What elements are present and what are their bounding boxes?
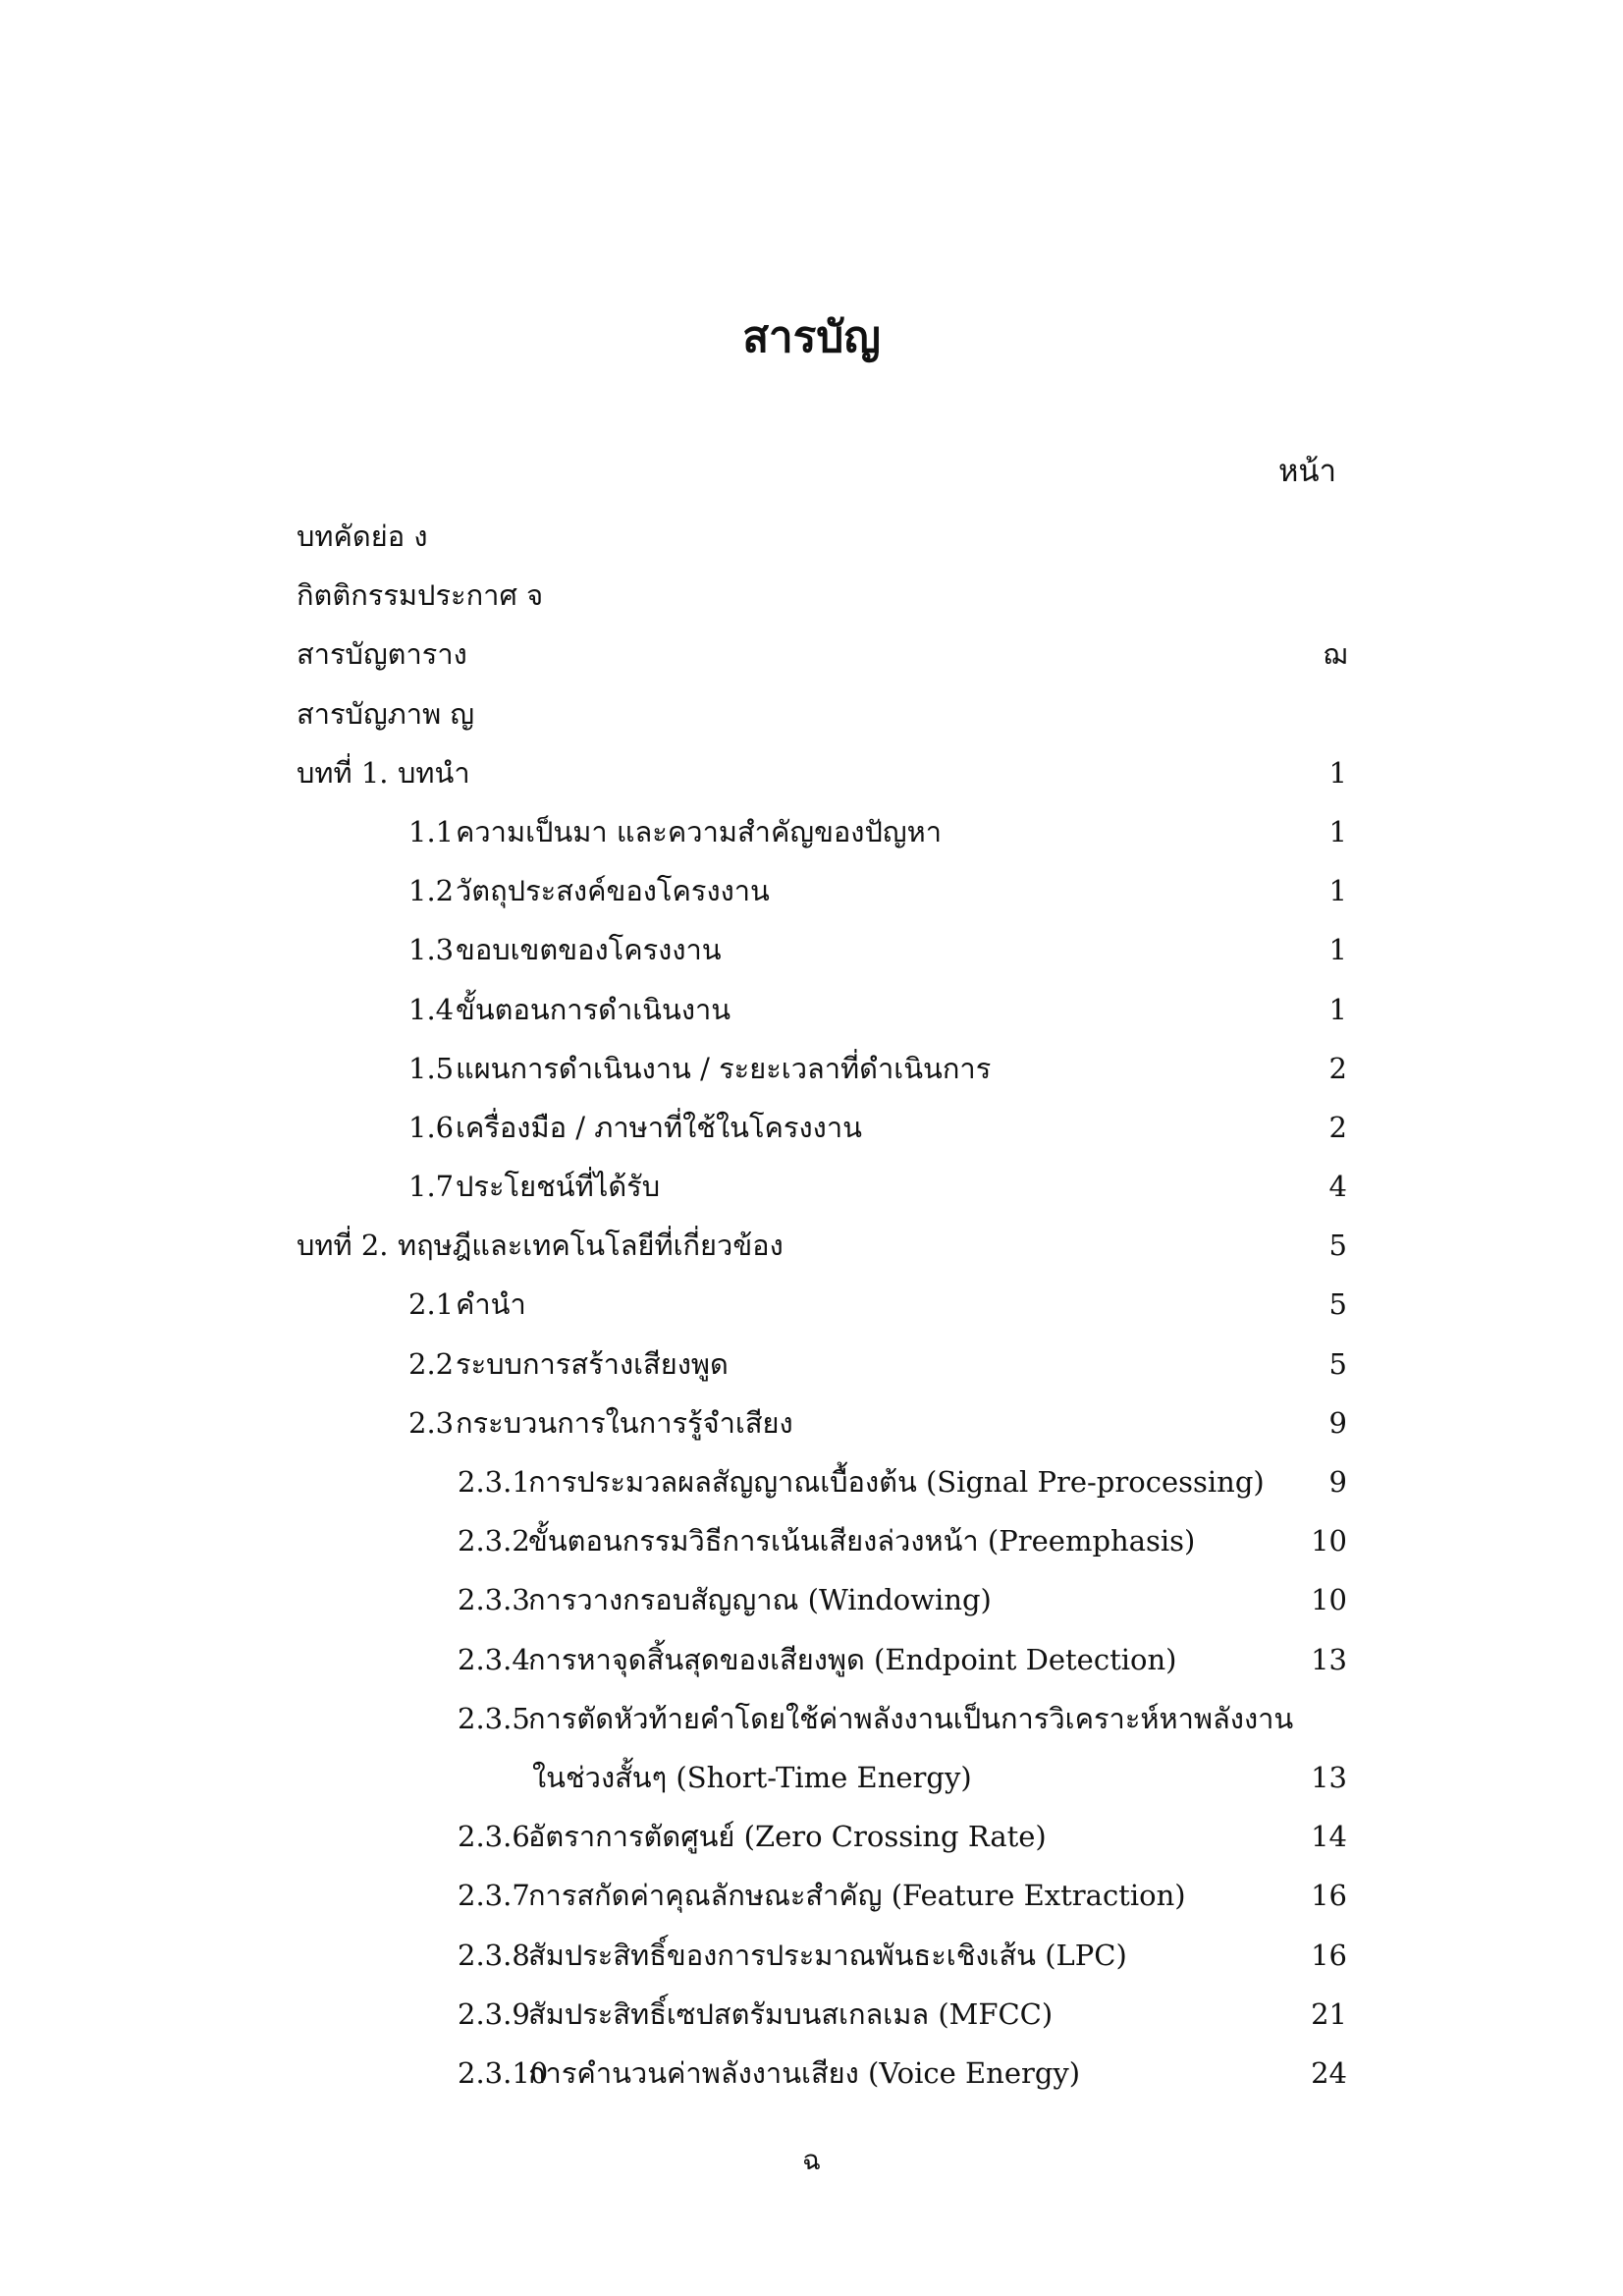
toc-entry-title: ขั้นตอนกรรมวิธีการเน้นเสียงล่วงหน้า (Preemphasis) bbox=[528, 1524, 1196, 1558]
toc-entry bbox=[0, 804, 1623, 863]
toc-entry-title: บทคัดย่อ ง bbox=[297, 519, 428, 553]
toc-entry-title: สารบัญภาพ ญ bbox=[297, 696, 475, 731]
toc-entry bbox=[0, 627, 1623, 685]
toc-entry-page: 16 bbox=[1311, 1879, 1347, 1913]
toc-entry bbox=[0, 745, 1623, 804]
toc-entry-page: 24 bbox=[1311, 2055, 1347, 2090]
toc-entry bbox=[0, 1928, 1623, 1987]
toc-entry-page: 1 bbox=[1328, 992, 1347, 1026]
toc-entry-number: 1.2 bbox=[408, 874, 455, 908]
toc-entry-number: 2.3.5 bbox=[458, 1701, 530, 1735]
toc-entry-page: 1 bbox=[1328, 874, 1347, 908]
toc-entry-number: 2.3.6 bbox=[458, 1820, 530, 1854]
toc-entry-title: สารบัญตาราง bbox=[297, 637, 467, 672]
toc-entry-page: 5 bbox=[1328, 1287, 1347, 1322]
toc-entry bbox=[0, 1572, 1623, 1631]
toc-entry-number: 2.3.4 bbox=[458, 1642, 530, 1676]
toc-entry-title: กระบวนการในการรู้จำเสียง bbox=[456, 1405, 793, 1440]
toc-entry bbox=[0, 1218, 1623, 1277]
toc-entry-page: 5 bbox=[1328, 1229, 1347, 1263]
toc-entry-number: 1.7 bbox=[408, 1170, 455, 1204]
toc-entry-number: 2.3.10 bbox=[458, 2055, 549, 2090]
toc-entry-page: 1 bbox=[1328, 814, 1347, 848]
toc-entry-title: ทฤษฎีและเทคโนโลยีที่เกี่ยวข้อง bbox=[398, 1229, 784, 1263]
toc-entry bbox=[0, 1987, 1623, 2046]
toc-entry-page: 21 bbox=[1311, 1996, 1347, 2031]
toc-entry bbox=[0, 509, 1623, 568]
toc-entry-page: 9 bbox=[1328, 1405, 1347, 1440]
toc-entry-title: ขอบเขตของโครงงาน bbox=[456, 933, 722, 967]
toc-entry-title: ขั้นตอนการดำเนินงาน bbox=[456, 992, 731, 1026]
toc-entry bbox=[0, 1337, 1623, 1395]
toc-entry-number: 1.3 bbox=[408, 933, 455, 967]
toc-entry bbox=[0, 1041, 1623, 1100]
toc-entry bbox=[0, 1277, 1623, 1336]
toc-entry-page: ฌ bbox=[1323, 637, 1347, 672]
toc-entry bbox=[0, 1454, 1623, 1513]
toc-entry bbox=[0, 922, 1623, 981]
toc-entry-page: 13 bbox=[1311, 1760, 1347, 1794]
page-column-header: หน้า bbox=[1277, 454, 1336, 489]
toc-entry-title: แผนการดำเนินงาน / ระยะเวลาที่ดำเนินการ bbox=[456, 1051, 992, 1085]
toc-entry bbox=[0, 1632, 1623, 1691]
toc-entry-title: เครื่องมือ / ภาษาที่ใช้ในโครงงาน bbox=[456, 1110, 862, 1144]
page-title: สารบัญ bbox=[742, 312, 881, 362]
toc-entry bbox=[0, 568, 1623, 627]
toc-entry bbox=[0, 1809, 1623, 1868]
toc-entry-page: 4 bbox=[1328, 1170, 1347, 1204]
toc-entry bbox=[0, 2046, 1623, 2105]
toc-entry-number: 1.4 bbox=[408, 992, 455, 1026]
toc-entry-title: การวางกรอบสัญญาณ (Windowing) bbox=[528, 1583, 992, 1617]
toc-entry-page: 10 bbox=[1311, 1524, 1347, 1558]
toc-entry-number: 2.3.3 bbox=[458, 1583, 530, 1617]
toc-entry-title: การหาจุดสิ้นสุดของเสียงพูด (Endpoint Detection) bbox=[528, 1642, 1177, 1676]
toc-entry bbox=[0, 863, 1623, 922]
toc-entry-page: 1 bbox=[1328, 755, 1347, 790]
toc-entry-title: การคำนวนค่าพลังงานเสียง (Voice Energy) bbox=[528, 2055, 1081, 2090]
toc-entry-number: 2.2 bbox=[408, 1346, 455, 1381]
footer-page-number: ฉ bbox=[801, 2144, 822, 2176]
toc-entry-number: 2.3.9 bbox=[458, 1996, 530, 2031]
toc-entry-number: 2.3.7 bbox=[458, 1879, 530, 1913]
toc-entry-title: ในช่วงสั้นๆ (Short-Time Energy) bbox=[532, 1760, 972, 1794]
toc-entry-number: 2.1 bbox=[408, 1287, 455, 1322]
toc-entry-title: ประโยชน์ที่ได้รับ bbox=[456, 1170, 661, 1204]
toc-entry-page: 1 bbox=[1328, 933, 1347, 967]
toc-entry bbox=[0, 686, 1623, 745]
toc-entry-title: สัมประสิทธิ์เซปสตรัมบนสเกลเมล (MFCC) bbox=[528, 1996, 1054, 2031]
toc-entry-page: 5 bbox=[1328, 1346, 1347, 1381]
toc-entry-number: 1.1 bbox=[408, 814, 455, 848]
toc-entry bbox=[0, 1691, 1623, 1750]
toc-entry-page: 2 bbox=[1328, 1051, 1347, 1085]
toc-entry bbox=[0, 1513, 1623, 1572]
toc-entry-number: บทที่ 2. bbox=[297, 1229, 389, 1263]
toc-entry-number: 1.6 bbox=[408, 1110, 455, 1144]
toc-entry-title: อัตราการตัดศูนย์ (Zero Crossing Rate) bbox=[528, 1820, 1047, 1854]
toc-entry-number: 2.3.8 bbox=[458, 1938, 530, 1972]
toc-entry bbox=[0, 1100, 1623, 1159]
toc-entry bbox=[0, 1159, 1623, 1218]
toc-entry-title: ความเป็นมา และความสำคัญของปัญหา bbox=[456, 814, 942, 848]
toc-entry bbox=[0, 1395, 1623, 1454]
toc-entry-title: บทนำ bbox=[398, 755, 470, 790]
toc-entry-title: การตัดหัวท้ายคำโดยใช้ค่าพลังงานเป็นการวิเคราะห์หาพลังงาน bbox=[528, 1701, 1294, 1735]
table-of-contents bbox=[0, 509, 1623, 2105]
toc-entry-number: 1.5 bbox=[408, 1051, 455, 1085]
toc-entry-title: คำนำ bbox=[456, 1287, 526, 1322]
toc-entry-page: 9 bbox=[1328, 1465, 1347, 1499]
toc-entry-page: 2 bbox=[1328, 1110, 1347, 1144]
toc-entry-number: 2.3 bbox=[408, 1405, 455, 1440]
toc-entry-title: การสกัดค่าคุณลักษณะสำคัญ (Feature Extraction) bbox=[528, 1879, 1186, 1913]
toc-entry bbox=[0, 1868, 1623, 1927]
toc-entry-page: 16 bbox=[1311, 1938, 1347, 1972]
toc-entry-title: การประมวลผลสัญญาณเบื้องต้น (Signal Pre-processing) bbox=[528, 1465, 1265, 1499]
toc-entry bbox=[0, 982, 1623, 1041]
toc-entry-title: กิตติกรรมประกาศ จ bbox=[297, 578, 544, 613]
toc-entry-title: สัมประสิทธิ์ของการประมาณพันธะเชิงเส้น (LPC) bbox=[528, 1938, 1127, 1972]
toc-entry-page: 14 bbox=[1311, 1820, 1347, 1854]
toc-entry bbox=[0, 1750, 1623, 1809]
toc-entry-number: 2.3.2 bbox=[458, 1524, 530, 1558]
toc-entry-title: วัตถุประสงค์ของโครงงาน bbox=[456, 874, 770, 908]
toc-entry-page: 13 bbox=[1311, 1642, 1347, 1676]
toc-entry-title: ระบบการสร้างเสียงพูด bbox=[456, 1346, 729, 1381]
toc-entry-number: บทที่ 1. bbox=[297, 755, 389, 790]
toc-entry-page: 10 bbox=[1311, 1583, 1347, 1617]
toc-entry-number: 2.3.1 bbox=[458, 1465, 530, 1499]
